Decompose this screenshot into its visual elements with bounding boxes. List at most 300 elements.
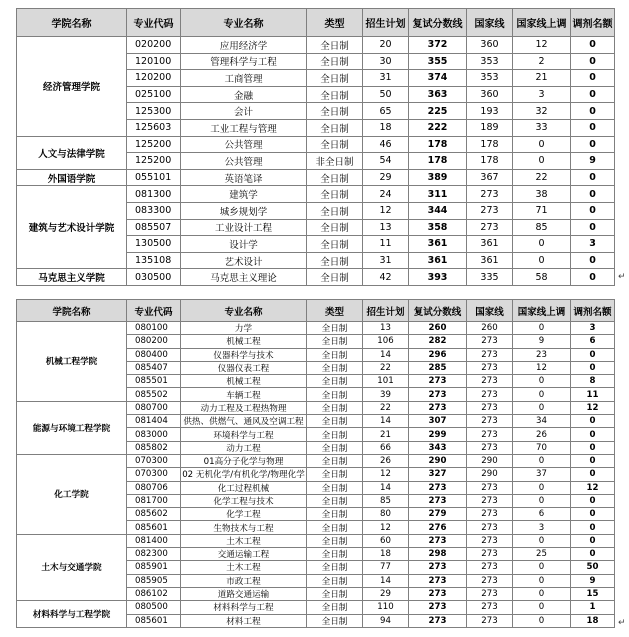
plan-cell: 110: [363, 601, 409, 614]
table-row: [17, 269, 615, 286]
college-name-cell: 土木与交通学院: [17, 534, 127, 600]
major-code-cell: 130500: [127, 236, 181, 253]
line-raise-cell: 0: [513, 136, 571, 153]
line-raise-cell: 37: [513, 468, 571, 481]
national-line-cell: 178: [467, 153, 513, 170]
major-code-cell: 025100: [127, 86, 181, 103]
major-name-cell: 道路交通运输: [181, 587, 307, 600]
national-line-cell: 273: [467, 335, 513, 348]
column-header: 招生计划: [363, 300, 409, 322]
retest-score-cell: 298: [409, 548, 467, 561]
retest-score-cell: 178: [409, 136, 467, 153]
adjust-quota-cell: 0: [571, 548, 615, 561]
national-line-cell: 273: [467, 348, 513, 361]
retest-score-cell: 273: [409, 587, 467, 600]
type-cell: 全日制: [307, 454, 363, 467]
major-code-cell: 125200: [127, 136, 181, 153]
retest-score-cell: 273: [409, 401, 467, 414]
retest-score-cell: 374: [409, 70, 467, 87]
plan-cell: 12: [363, 521, 409, 534]
type-cell: 全日制: [307, 53, 363, 70]
major-code-cell: 081300: [127, 186, 181, 203]
major-code-cell: 081700: [127, 494, 181, 507]
major-code-cell: 020200: [127, 37, 181, 54]
plan-cell: 60: [363, 534, 409, 547]
retest-score-cell: 276: [409, 521, 467, 534]
adjust-quota-cell: 0: [571, 468, 615, 481]
adjust-quota-cell: 0: [571, 136, 615, 153]
plan-cell: 14: [363, 415, 409, 428]
major-name-cell: 工业设计工程: [181, 219, 307, 236]
column-header: 国家线上调: [513, 300, 571, 322]
major-code-cell: 125300: [127, 103, 181, 120]
adjust-quota-cell: 0: [571, 219, 615, 236]
retest-score-cell: 282: [409, 335, 467, 348]
type-cell: 全日制: [307, 548, 363, 561]
type-cell: 全日制: [307, 103, 363, 120]
national-line-cell: 273: [467, 401, 513, 414]
plan-cell: 29: [363, 169, 409, 186]
type-cell: 全日制: [307, 494, 363, 507]
national-line-cell: 273: [467, 508, 513, 521]
adjust-quota-cell: 9: [571, 574, 615, 587]
major-code-cell: 082300: [127, 548, 181, 561]
major-name-cell: 工业工程与管理: [181, 119, 307, 136]
adjust-quota-cell: 12: [571, 481, 615, 494]
major-name-cell: 化学工程: [181, 508, 307, 521]
type-cell: 全日制: [307, 86, 363, 103]
column-header: 调剂名额: [571, 9, 615, 37]
plan-cell: 106: [363, 335, 409, 348]
retest-score-cell: 327: [409, 468, 467, 481]
major-code-cell: 080200: [127, 335, 181, 348]
line-raise-cell: 0: [513, 561, 571, 574]
major-name-cell: 仪器仪表工程: [181, 361, 307, 374]
major-name-cell: 动力工程及工程热物理: [181, 401, 307, 414]
retest-score-cell: 363: [409, 86, 467, 103]
major-name-cell: 会计: [181, 103, 307, 120]
line-raise-cell: 26: [513, 428, 571, 441]
column-header: 专业代码: [127, 9, 181, 37]
line-raise-cell: 12: [513, 361, 571, 374]
major-name-cell: 土木工程: [181, 561, 307, 574]
type-cell: 全日制: [307, 601, 363, 614]
plan-cell: 21: [363, 428, 409, 441]
paragraph-mark-icon: ↵: [618, 618, 626, 628]
major-code-cell: 125200: [127, 153, 181, 170]
major-code-cell: 085502: [127, 388, 181, 401]
major-code-cell: 080400: [127, 348, 181, 361]
retest-score-cell: 178: [409, 153, 467, 170]
type-cell: 非全日制: [307, 153, 363, 170]
line-raise-cell: 2: [513, 53, 571, 70]
type-cell: 全日制: [307, 574, 363, 587]
major-code-cell: 085802: [127, 441, 181, 454]
table-row: [17, 37, 615, 54]
national-line-cell: 273: [467, 534, 513, 547]
national-line-cell: 273: [467, 601, 513, 614]
column-header: 国家线: [467, 9, 513, 37]
retest-score-cell: 389: [409, 169, 467, 186]
major-code-cell: 085905: [127, 574, 181, 587]
line-raise-cell: 0: [513, 252, 571, 269]
national-line-cell: 273: [467, 375, 513, 388]
major-code-cell: 080700: [127, 401, 181, 414]
retest-score-cell: 222: [409, 119, 467, 136]
major-name-cell: 马克思主义理论: [181, 269, 307, 286]
major-name-cell: 机械工程: [181, 335, 307, 348]
major-name-cell: 公共管理: [181, 153, 307, 170]
line-raise-cell: 0: [513, 587, 571, 600]
adjust-quota-cell: 0: [571, 169, 615, 186]
type-cell: 全日制: [307, 219, 363, 236]
type-cell: 全日制: [307, 361, 363, 374]
retest-score-cell: 307: [409, 415, 467, 428]
line-raise-cell: 34: [513, 415, 571, 428]
adjust-quota-cell: 0: [571, 86, 615, 103]
type-cell: 全日制: [307, 348, 363, 361]
type-cell: 全日制: [307, 119, 363, 136]
adjust-quota-cell: 0: [571, 186, 615, 203]
college-name-cell: 人文与法律学院: [17, 136, 127, 169]
major-name-cell: 化工过程机械: [181, 481, 307, 494]
line-raise-cell: 23: [513, 348, 571, 361]
plan-cell: 50: [363, 86, 409, 103]
table-row: [17, 534, 615, 547]
adjust-quota-cell: 0: [571, 37, 615, 54]
type-cell: 全日制: [307, 481, 363, 494]
type-cell: 全日制: [307, 375, 363, 388]
column-header: 专业名称: [181, 9, 307, 37]
adjust-quota-cell: 3: [571, 236, 615, 253]
national-line-cell: 273: [467, 481, 513, 494]
line-raise-cell: 12: [513, 37, 571, 54]
line-raise-cell: 0: [513, 454, 571, 467]
line-raise-cell: 70: [513, 441, 571, 454]
major-code-cell: 080100: [127, 322, 181, 335]
plan-cell: 66: [363, 441, 409, 454]
line-raise-cell: 0: [513, 322, 571, 335]
major-name-cell: 建筑学: [181, 186, 307, 203]
adjust-quota-cell: 3: [571, 322, 615, 335]
column-header: 专业代码: [127, 300, 181, 322]
retest-score-cell: 273: [409, 574, 467, 587]
table-header-row: [17, 300, 615, 322]
column-header: 类型: [307, 300, 363, 322]
adjust-quota-cell: 11: [571, 388, 615, 401]
national-line-cell: 260: [467, 322, 513, 335]
plan-cell: 42: [363, 269, 409, 286]
college-name-cell: 建筑与艺术设计学院: [17, 186, 127, 269]
column-header: 类型: [307, 9, 363, 37]
retest-score-cell: 225: [409, 103, 467, 120]
type-cell: 全日制: [307, 236, 363, 253]
line-raise-cell: 0: [513, 614, 571, 627]
major-name-cell: 应用经济学: [181, 37, 307, 54]
line-raise-cell: 32: [513, 103, 571, 120]
college-name-cell: 机械工程学院: [17, 322, 127, 402]
national-line-cell: 273: [467, 415, 513, 428]
adjust-quota-cell: 0: [571, 494, 615, 507]
adjust-quota-cell: 0: [571, 454, 615, 467]
plan-cell: 13: [363, 219, 409, 236]
major-code-cell: 083300: [127, 202, 181, 219]
major-name-cell: 艺术设计: [181, 252, 307, 269]
major-code-cell: 085602: [127, 508, 181, 521]
major-name-cell: 工商管理: [181, 70, 307, 87]
adjust-quota-cell: 18: [571, 614, 615, 627]
national-line-cell: 189: [467, 119, 513, 136]
plan-cell: 31: [363, 252, 409, 269]
column-header: 调剂名额: [571, 300, 615, 322]
plan-cell: 39: [363, 388, 409, 401]
adjust-quota-cell: 0: [571, 428, 615, 441]
adjust-quota-cell: 0: [571, 202, 615, 219]
adjust-quota-cell: 0: [571, 415, 615, 428]
national-line-cell: 335: [467, 269, 513, 286]
national-line-cell: 273: [467, 202, 513, 219]
adjust-quota-cell: 0: [571, 348, 615, 361]
national-line-cell: 361: [467, 236, 513, 253]
major-name-cell: 材料工程: [181, 614, 307, 627]
major-code-cell: 085901: [127, 561, 181, 574]
major-code-cell: 120200: [127, 70, 181, 87]
retest-score-cell: 299: [409, 428, 467, 441]
plan-cell: 65: [363, 103, 409, 120]
line-raise-cell: 0: [513, 153, 571, 170]
line-raise-cell: 0: [513, 375, 571, 388]
type-cell: 全日制: [307, 269, 363, 286]
major-name-cell: 力学: [181, 322, 307, 335]
plan-cell: 30: [363, 53, 409, 70]
column-header: 复试分数线: [409, 300, 467, 322]
adjust-quota-cell: 0: [571, 269, 615, 286]
line-raise-cell: 22: [513, 169, 571, 186]
table-row: [17, 601, 615, 614]
adjust-quota-cell: 50: [571, 561, 615, 574]
major-name-cell: 设计学: [181, 236, 307, 253]
line-raise-cell: 0: [513, 236, 571, 253]
major-name-cell: 公共管理: [181, 136, 307, 153]
adjust-quota-cell: 0: [571, 103, 615, 120]
major-code-cell: 120100: [127, 53, 181, 70]
national-line-cell: 193: [467, 103, 513, 120]
national-line-cell: 290: [467, 454, 513, 467]
major-code-cell: 085507: [127, 219, 181, 236]
adjust-quota-cell: 0: [571, 361, 615, 374]
retest-score-cell: 285: [409, 361, 467, 374]
type-cell: 全日制: [307, 415, 363, 428]
line-raise-cell: 6: [513, 508, 571, 521]
plan-cell: 12: [363, 202, 409, 219]
line-raise-cell: 58: [513, 269, 571, 286]
plan-cell: 22: [363, 401, 409, 414]
retest-score-cell: 358: [409, 219, 467, 236]
retest-score-cell: 273: [409, 534, 467, 547]
major-code-cell: 085501: [127, 375, 181, 388]
type-cell: 全日制: [307, 169, 363, 186]
national-line-cell: 273: [467, 587, 513, 600]
type-cell: 全日制: [307, 70, 363, 87]
plan-cell: 18: [363, 548, 409, 561]
table-row: [17, 322, 615, 335]
national-line-cell: 273: [467, 428, 513, 441]
retest-score-cell: 311: [409, 186, 467, 203]
adjust-quota-cell: 0: [571, 534, 615, 547]
retest-score-cell: 344: [409, 202, 467, 219]
adjust-quota-cell: 0: [571, 521, 615, 534]
type-cell: 全日制: [307, 521, 363, 534]
college-name-cell: 马克思主义学院: [17, 269, 127, 286]
major-name-cell: 化学工程与技术: [181, 494, 307, 507]
national-line-cell: 353: [467, 53, 513, 70]
retest-score-cell: 343: [409, 441, 467, 454]
national-line-cell: 353: [467, 70, 513, 87]
adjust-quota-cell: 0: [571, 252, 615, 269]
retest-score-cell: 273: [409, 481, 467, 494]
college-name-cell: 经济管理学院: [17, 37, 127, 137]
major-name-cell: 英语笔译: [181, 169, 307, 186]
retest-score-cell: 273: [409, 614, 467, 627]
national-line-cell: 290: [467, 468, 513, 481]
table-row: [17, 401, 615, 414]
line-raise-cell: 33: [513, 119, 571, 136]
type-cell: 全日制: [307, 508, 363, 521]
national-line-cell: 273: [467, 219, 513, 236]
major-name-cell: 机械工程: [181, 375, 307, 388]
major-code-cell: 135108: [127, 252, 181, 269]
major-code-cell: 080706: [127, 481, 181, 494]
major-code-cell: 055101: [127, 169, 181, 186]
major-name-cell: 动力工程: [181, 441, 307, 454]
plan-cell: 12: [363, 468, 409, 481]
table-row: [17, 454, 615, 467]
type-cell: 全日制: [307, 388, 363, 401]
retest-score-cell: 273: [409, 388, 467, 401]
line-raise-cell: 38: [513, 186, 571, 203]
column-header: 专业名称: [181, 300, 307, 322]
college-name-cell: 化工学院: [17, 454, 127, 534]
type-cell: 全日制: [307, 441, 363, 454]
plan-cell: 18: [363, 119, 409, 136]
national-line-cell: 360: [467, 37, 513, 54]
line-raise-cell: 0: [513, 401, 571, 414]
adjust-quota-cell: 15: [571, 587, 615, 600]
line-raise-cell: 25: [513, 548, 571, 561]
major-name-cell: 交通运输工程: [181, 548, 307, 561]
retest-score-cell: 273: [409, 601, 467, 614]
major-code-cell: 070300: [127, 468, 181, 481]
line-raise-cell: 9: [513, 335, 571, 348]
major-name-cell: 车辆工程: [181, 388, 307, 401]
column-header: 学院名称: [17, 300, 127, 322]
plan-cell: 85: [363, 494, 409, 507]
major-name-cell: 仪器科学与技术: [181, 348, 307, 361]
adjust-quota-cell: 8: [571, 375, 615, 388]
plan-cell: 22: [363, 361, 409, 374]
plan-cell: 94: [363, 614, 409, 627]
national-line-cell: 273: [467, 186, 513, 203]
admission-table-1: [16, 8, 615, 286]
national-line-cell: 273: [467, 441, 513, 454]
major-code-cell: 083000: [127, 428, 181, 441]
adjust-quota-cell: 6: [571, 335, 615, 348]
adjust-quota-cell: 1: [571, 601, 615, 614]
major-name-cell: 02 无机化学/有机化学/物理化学: [181, 468, 307, 481]
type-cell: 全日制: [307, 401, 363, 414]
line-raise-cell: 71: [513, 202, 571, 219]
national-line-cell: 273: [467, 574, 513, 587]
national-line-cell: 273: [467, 521, 513, 534]
type-cell: 全日制: [307, 587, 363, 600]
type-cell: 全日制: [307, 322, 363, 335]
adjust-quota-cell: 9: [571, 153, 615, 170]
major-name-cell: 环境科学与工程: [181, 428, 307, 441]
line-raise-cell: 3: [513, 86, 571, 103]
plan-cell: 24: [363, 186, 409, 203]
retest-score-cell: 372: [409, 37, 467, 54]
major-code-cell: 085601: [127, 521, 181, 534]
major-code-cell: 125603: [127, 119, 181, 136]
plan-cell: 101: [363, 375, 409, 388]
retest-score-cell: 361: [409, 236, 467, 253]
line-raise-cell: 0: [513, 388, 571, 401]
national-line-cell: 273: [467, 361, 513, 374]
line-raise-cell: 0: [513, 481, 571, 494]
major-name-cell: 生物技术与工程: [181, 521, 307, 534]
type-cell: 全日制: [307, 428, 363, 441]
adjust-quota-cell: 0: [571, 441, 615, 454]
paragraph-mark-icon: ↵: [618, 272, 626, 282]
major-code-cell: 086102: [127, 587, 181, 600]
type-cell: 全日制: [307, 202, 363, 219]
plan-cell: 77: [363, 561, 409, 574]
table-row: [17, 169, 615, 186]
column-header: 学院名称: [17, 9, 127, 37]
plan-cell: 31: [363, 70, 409, 87]
retest-score-cell: 355: [409, 53, 467, 70]
major-name-cell: 土木工程: [181, 534, 307, 547]
plan-cell: 11: [363, 236, 409, 253]
plan-cell: 54: [363, 153, 409, 170]
major-code-cell: 081404: [127, 415, 181, 428]
type-cell: 全日制: [307, 136, 363, 153]
plan-cell: 14: [363, 574, 409, 587]
plan-cell: 46: [363, 136, 409, 153]
admission-table-2: [16, 299, 615, 628]
college-name-cell: 材料科学与工程学院: [17, 601, 127, 628]
adjust-quota-cell: 0: [571, 508, 615, 521]
line-raise-cell: 85: [513, 219, 571, 236]
major-code-cell: 080500: [127, 601, 181, 614]
adjust-quota-cell: 0: [571, 119, 615, 136]
column-header: 招生计划: [363, 9, 409, 37]
major-code-cell: 085407: [127, 361, 181, 374]
type-cell: 全日制: [307, 468, 363, 481]
type-cell: 全日制: [307, 335, 363, 348]
national-line-cell: 360: [467, 86, 513, 103]
national-line-cell: 273: [467, 494, 513, 507]
major-name-cell: 城乡规划学: [181, 202, 307, 219]
retest-score-cell: 290: [409, 454, 467, 467]
adjust-quota-cell: 0: [571, 70, 615, 87]
major-name-cell: 01高分子化学与物理: [181, 454, 307, 467]
college-name-cell: 外国语学院: [17, 169, 127, 186]
type-cell: 全日制: [307, 37, 363, 54]
retest-score-cell: 393: [409, 269, 467, 286]
type-cell: 全日制: [307, 252, 363, 269]
table-row: [17, 186, 615, 203]
